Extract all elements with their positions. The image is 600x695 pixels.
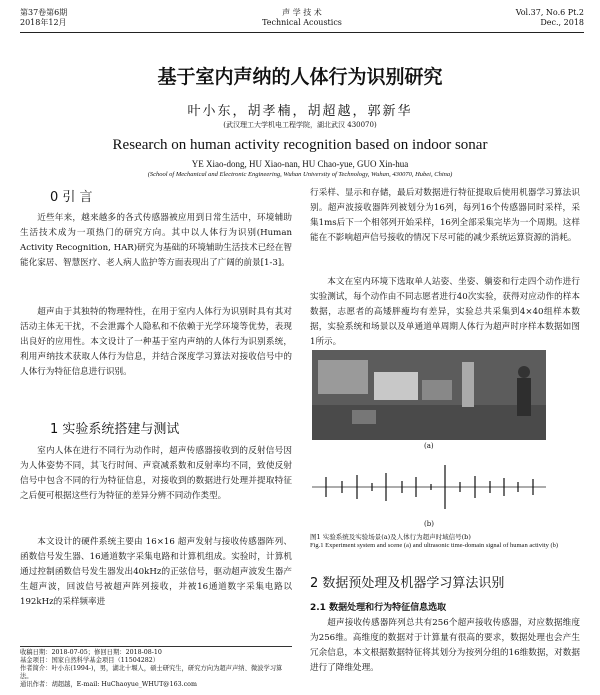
running-header: [20, 6, 584, 33]
paper-title-en: Research on human activity recognition based on indoor sonar: [112, 137, 488, 153]
affiliation-en: (School of Mechanical and Electronic Engineering, Wuhan University of Technology, Wuhan, 430070, Hubei, China): [147, 171, 453, 178]
intro-paragraph-2: 超声由于其独特的物理特性，在用于室内人体行为识别时具有其对活动主体无干扰，不会泄露个人隐私和不依赖于光学环境等优势，表现出良好的应用性。本文设计了一种基于室内声纳的人体行为识别系统，利用声纳技术获取人体行为信息，并结合深度学习算法对接收信号中的人体行为特征信息进行识别。: [20, 307, 292, 377]
section-heading-1: 1 实验系统搭建与测试: [50, 422, 180, 437]
affiliation-zh: (武汉理工大学机电工程学院，湖北武汉 430070): [223, 121, 377, 129]
section-heading-2: 2 数据预处理及机器学习算法识别: [310, 576, 505, 591]
footnote-corresponding: 通讯作者：胡超越，E-mail: HuChaoyue_WHUT@163.com: [20, 681, 197, 688]
paper-title-zh: 基于室内声纳的人体行为识别研究: [157, 66, 443, 88]
figure-label-b: (b): [424, 520, 434, 528]
section1-paragraph-2: 本文设计的硬件系统主要由 16×16 超声发射与接收传感器阵列、函数信号发生器、16通道数字采集电路和计算机组成。实验时，计算机通过控制函数信号发生器发出40kHz的正弦信号，驱动超声波发生器产生超声波，回波信号被超声阵列接收，并被16通道数字采集电路以192kHz的采样频率进: [20, 537, 292, 607]
journal-date-en: Dec., 2018: [540, 18, 584, 27]
authors-en: YE Xiao-dong, HU Xiao-nan, HU Chao-yue, GUO Xin-hua: [191, 159, 409, 169]
header-right: [516, 8, 584, 28]
journal-name-zh: 声 学 技 术: [282, 8, 322, 17]
journal-name-en: Technical Acoustics: [262, 18, 342, 27]
journal-volume-en: Vol.37, No.6 Pt.2: [515, 8, 584, 17]
experiment-scene-illustration: [312, 350, 546, 440]
footnote-author-bio: 作者简介：叶小东(1994-)，男，湖北十堰人，硕士研究生，研究方向为超声声纳、微波学习算法。: [20, 665, 283, 680]
ultrasonic-signal-plot: [312, 455, 546, 519]
right-paragraph-2: 本文在室内环境下选取单人站姿、坐姿、躺姿和行走四个动作进行实验测试，每个动作由不同志愿者进行40次实验，获得对应动作的样本数据，志愿者的高矮胖瘦均有差异，实验总共采集到4×40组样本数据，实验系统和场景以及单通道单周期人体行为超声时序样本数据如图1所示。: [310, 277, 580, 347]
footnote-received: 收稿日期：2018-07-05；修回日期：2018-08-10: [20, 649, 162, 656]
section1-paragraph-1: 室内人体在进行不同行为动作时，超声传感器接收到的反射信号因为人体姿势不同，其飞行时间、声衰减系数和反射率均不同，致使反射信号中包含不同的行为特征信息，对接收到的数据进行处理并提取特征之后便可根据这些行为特征的差异分辨不同动作类型。: [20, 446, 292, 501]
section-heading-intro: 0 引 言: [50, 190, 93, 205]
journal-volume: 第37卷第6期: [20, 8, 68, 17]
footnote-fund: 基金项目：国家自然科学基金项目（11504282）: [20, 657, 160, 664]
authors-zh: 叶小东，胡孝楠，胡超越，郭新华: [187, 104, 413, 119]
figure-caption-en: Fig.1 Experiment system and scene (a) and ultrasonic time-domain signal of human activity (b): [310, 542, 559, 549]
figure-label-a: (a): [424, 442, 434, 450]
subsection-2-1-paragraph: 超声接收传感器阵列总共有256个超声接收传感器，对应数据维度为256维。高维度的数据对于计算量有很高的要求，数据处理也会产生冗余信息，本文根据数据特征将其划分为按列分组的16维数据，对数据进行了降维处理。: [310, 618, 580, 673]
subsection-heading-2-1: 2.1 数据处理和行为特征信息选取: [310, 603, 447, 613]
header-center: [20, 8, 584, 28]
experiment-photo: [312, 350, 546, 440]
figure-caption-zh: 图1 实验系统及实验场景(a)及人体行为超声时域信号(b): [310, 533, 471, 541]
footnote-block: [20, 646, 292, 689]
right-paragraph-continued: 行采样、显示和存储，最后对数据进行特征提取后使用机器学习算法识别。超声波接收器阵列被划分为16列，每列16个传感器同时采样，采集1ms后下一个相邻列开始采样，16列全部采集完毕为一个周期。这样能在不影响超声信号接收的情况下尽可能的减少系统运算资源的消耗。: [310, 188, 580, 243]
intro-paragraph-1: 近些年来，越来越多的各式传感器被应用到日常生活中，环境辅助生活技术成为一项热门的研究方向。其中以人体行为识别(Human Activity Recognition, HAR)研究为基础的环境辅助生活技术已经在智能化家居、智慧医疗、老人病人监护等方面表现出了广阔的前景[1-3]。: [20, 213, 292, 268]
journal-date-zh: 2018年12月: [20, 18, 67, 27]
